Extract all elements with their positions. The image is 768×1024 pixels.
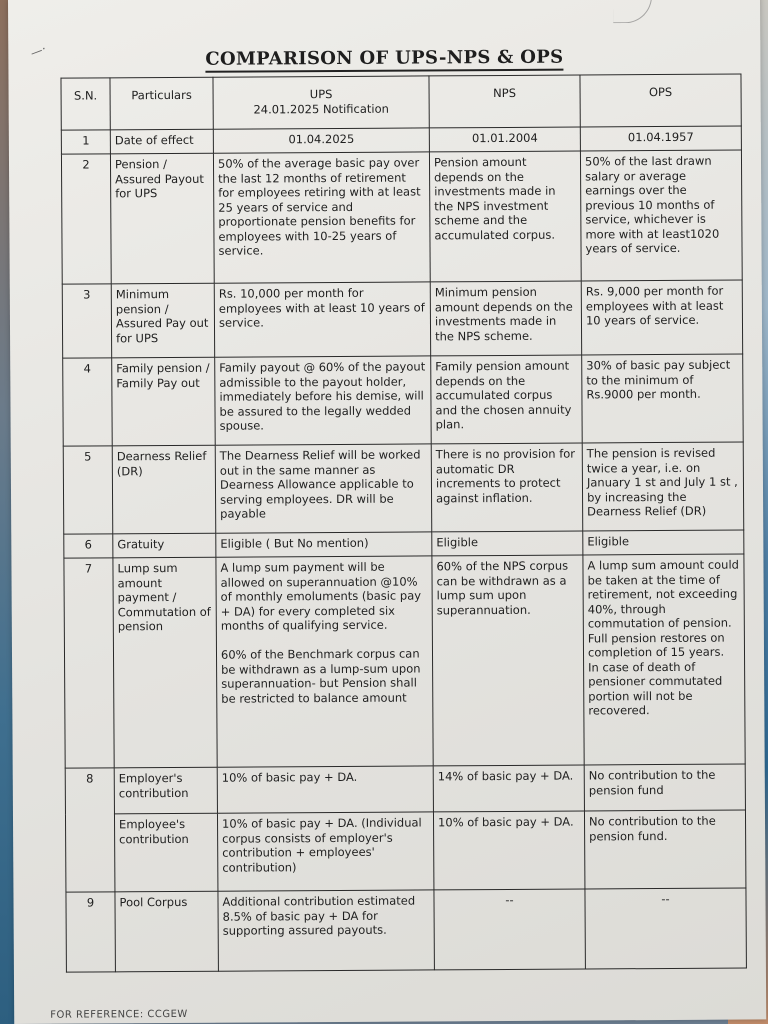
row-nps: Minimum pension amount depends on the investments made in the NPS scheme. [430,281,581,356]
row-ups: Additional contribution estimated 8.5% of basic pay + DA for supporting assured payouts. [218,890,434,971]
row-nps: Eligible [432,531,583,556]
header-sn: S.N. [61,78,110,130]
row-ops: -- [585,888,746,969]
row-particulars: Minimum pension / Assured Pay out for UPS [111,283,214,358]
footer-note: FOR REFERENCE: CCGEW [50,1008,188,1021]
row-ups: 50% of the average basic pay over the last 12 months of retirement for employees retiring with at least 25 years of service and proportionate pension benefits for employees with 10-25 years of service. [213,152,430,283]
row-particulars: Pension / Assured Payout for UPS [110,153,214,284]
table-row [63,354,744,446]
header-row [61,74,741,130]
row-nps: 14% of basic pay + DA. [433,765,584,812]
row-nps: -- [434,889,585,970]
row-particulars: Lump sum amount payment / Commutation of pension [113,557,217,768]
header-ups: UPS 24.01.2025 Notification [213,76,429,129]
row-particulars: Pool Corpus [115,891,218,972]
row-ops: No contribution to the pension fund [584,764,745,811]
row-ops: The pension is revised twice a year, i.e. on January 1 st and July 1 st , by increasing the Dearness Relief (DR) [582,442,744,531]
table-row [64,554,745,768]
row-ops: 50% of the last drawn salary or average earnings over the previous 10 months of service, whichever is more with at least1020 years of service. [580,150,742,281]
row-sn: 2 [61,154,111,284]
pen-scribble: —· [28,41,49,61]
row-nps: 10% of basic pay + DA. [433,811,584,890]
row-sn: 4 [63,358,113,446]
row-ups: The Dearness Relief will be worked out in the same manner as Dearness Allowance applicable to serving employees. DR will be payable [215,444,432,533]
row-particulars: Date of effect [110,129,213,154]
row-ups: Family payout @ 60% of the payout admissible to the payout holder, immediately before his demise, will be assured to the legally wedded spouse. [215,356,432,445]
row-ups: Rs. 10,000 per month for employees with at least 10 years of service. [214,282,430,357]
row-particulars: Gratuity [113,533,216,558]
row-particulars: Employer's contribution [114,767,217,814]
row-ops: 30% of basic pay subject to the minimum of Rs.9000 per month. [582,354,744,443]
row-sn: 9 [66,892,115,972]
row-particulars: Employee's contribution [114,813,217,892]
row-sn: 6 [64,534,113,558]
row-nps: Pension amount depends on the investments made in the NPS investment scheme and the accumulated corpus. [429,151,581,282]
row-particulars: Dearness Relief (DR) [112,445,216,534]
document-title-text: COMPARISON OF UPS-NPS & OPS [205,47,563,73]
document-title [8,45,760,71]
row-nps: Family pension amount depends on the accumulated corpus and the chosen annuity plan. [431,355,583,444]
header-ops: OPS [580,74,741,127]
header-particulars: Particulars [110,77,213,130]
row-ups: A lump sum payment will be allowed on superannuation @10% of monthly emoluments (basic pay + DA) for every completed six months of qualifying service. 60% of the Benchmark corpus can be withdrawn as a lump-sum upon superannuation- but Pension shall be restricted to balance amount [216,556,433,767]
row-ups: 01.04.2025 [213,128,429,153]
row-ups: 10% of basic pay + DA. [217,766,433,813]
header-nps: NPS [429,75,580,128]
table-row [65,764,745,814]
row-nps: There is no provision for automatic DR increments to protect against inflation. [431,443,583,532]
comparison-table [60,74,746,973]
row-ops: 01.04.1957 [580,126,741,151]
row-ops: A lump sum amount could be taken at the time of retirement, not exceeding 40%, through commutation of pension. Full pension restores on completion of 15 years. In case of death of pensioner commutated portion will not be recovered. [583,554,745,765]
row-sn: 5 [63,446,113,534]
document-page [8,0,766,1024]
row-ups: 10% of basic pay + DA. (Individual corpus consists of employer's contribution + employees' contribution) [217,812,433,891]
table-row [62,280,742,358]
row-nps: 01.01.2004 [429,127,580,152]
table-row [61,150,742,284]
row-sn: 8 [65,768,115,892]
row-sn: 7 [64,558,114,768]
row-nps: 60% of the NPS corpus can be withdrawn as a lump sum upon superannuation. [432,555,584,766]
row-sn: 3 [62,284,111,358]
row-ups: Eligible ( But No mention) [216,532,432,557]
row-particulars: Family pension / Family Pay out [112,357,216,446]
table-row [63,442,744,534]
table-row [66,888,746,972]
row-ops: Eligible [583,530,744,555]
row-ops: No contribution to the pension fund. [584,810,745,889]
pen-mark [613,0,652,23]
row-sn: 1 [61,130,110,154]
row-ops: Rs. 9,000 per month for employees with at least 10 years of service. [581,280,742,355]
table-row [65,810,745,892]
